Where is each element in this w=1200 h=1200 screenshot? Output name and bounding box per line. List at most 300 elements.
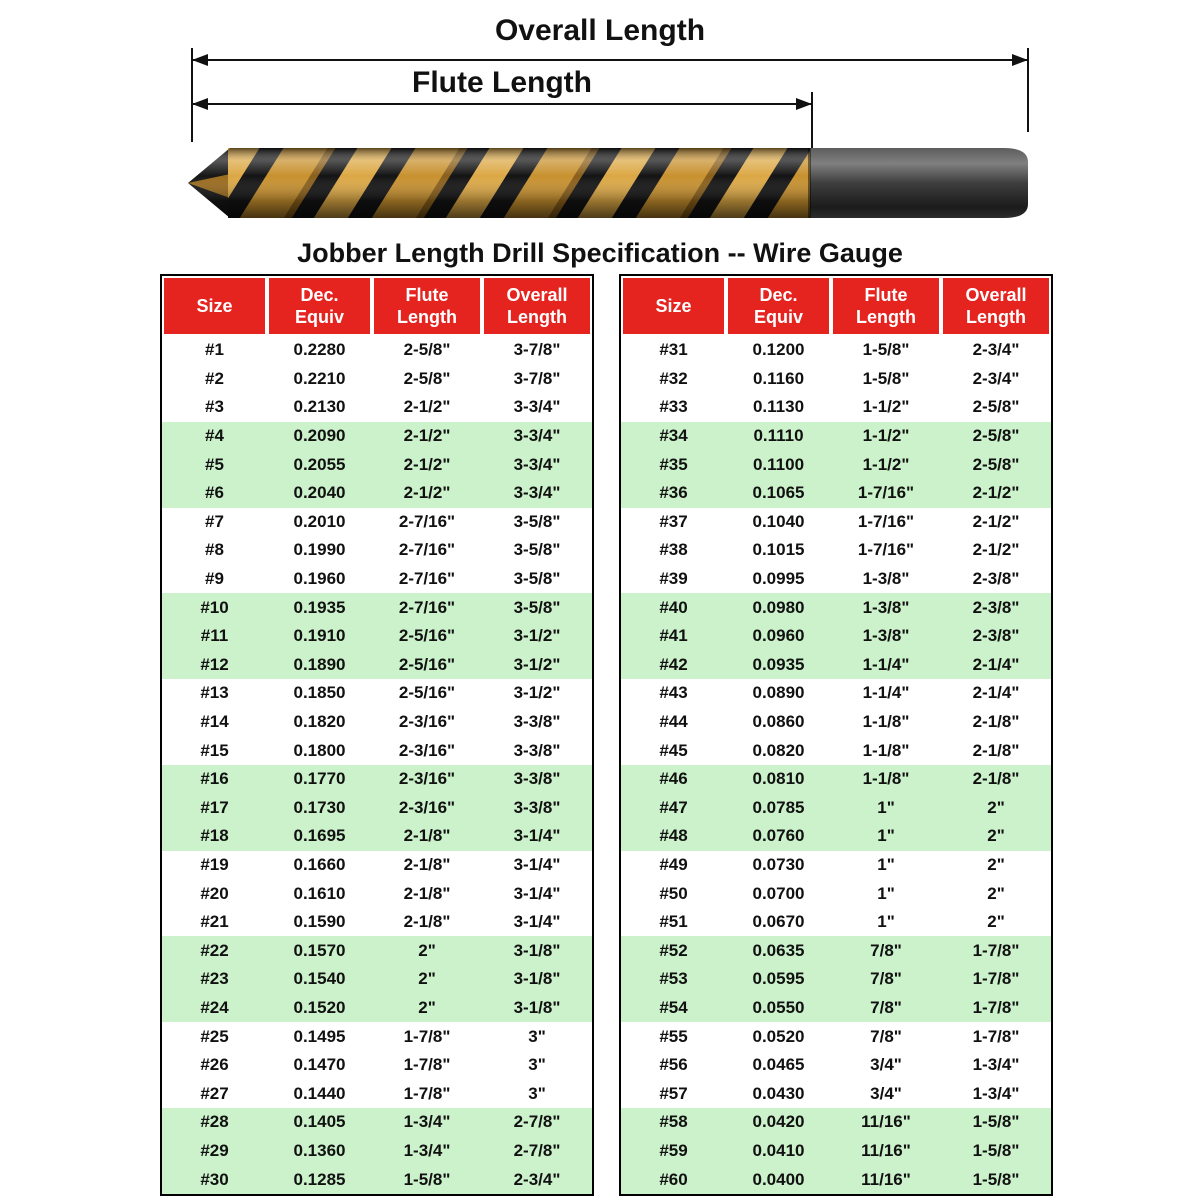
table-cell: 2-1/4" [941,651,1051,680]
table-row [621,736,1051,765]
table-cell: 3-1/4" [513,883,561,903]
table-cell: 1-7/16" [831,479,941,508]
drill-bit-image [158,128,1038,238]
table-cell: #3 [205,397,224,417]
table-cell: 1" [831,794,941,823]
table-cell: 0.0820 [752,740,805,760]
table-cell: #28 [162,1108,267,1137]
table-row [621,794,1051,823]
table-cell: #60 [621,1165,726,1194]
table-cell: 3-1/2" [482,622,592,651]
table-cell: #22 [162,936,267,965]
table-cell: #25 [200,1026,229,1046]
table-row [621,851,1051,880]
table-cell: #40 [621,593,726,622]
table-cell: #8 [205,540,224,560]
table-cell: 0.1110 [726,422,831,451]
table-row [162,765,592,794]
table-cell: #29 [162,1137,267,1166]
table-cell: 11/16" [831,1165,941,1194]
table-cell: #14 [200,712,229,732]
table-cell: #19 [200,854,229,874]
table-cell: 1-7/16" [857,540,915,560]
table-row [162,1137,592,1166]
table-cell: 0.1405 [267,1108,372,1137]
table-row [621,679,1051,708]
spec-table-right [619,274,1053,1196]
table-row [162,565,592,594]
table-cell: 0.1015 [752,540,805,560]
table-cell: 3-3/8" [513,740,561,760]
table-row [621,508,1051,537]
table-cell: 2-3/8" [972,569,1020,589]
table-row [162,622,592,651]
table-cell: 0.0410 [726,1137,831,1166]
table-cell: 2-1/8" [941,765,1051,794]
table-cell: 3-1/4" [482,822,592,851]
table-cell: #54 [621,994,726,1023]
table-cell: 0.2280 [293,340,346,360]
table-cell: 0.2010 [293,511,346,531]
flute-length-label: Flute Length [412,66,592,99]
table-cell: 2-1/8" [403,854,451,874]
table-cell: #10 [162,593,267,622]
table-cell: 2" [372,965,482,994]
table-cell: 1-7/8" [972,1026,1020,1046]
table-cell: 0.0430 [752,1083,805,1103]
table-cell: #5 [162,450,267,479]
table-cell: 3-1/4" [513,912,561,932]
table-cell: 3" [528,1026,546,1046]
table-row [621,593,1051,622]
table-row [621,1051,1051,1080]
table-cell: 0.0785 [726,794,831,823]
table-cell: 2-7/16" [398,540,456,560]
table-cell: #43 [659,683,688,703]
table-cell: #24 [162,994,267,1023]
header-row [162,276,592,336]
table-cell: 2" [987,883,1005,903]
table-cell: #15 [200,740,229,760]
table-cell: 3-3/8" [513,712,561,732]
table-cell: 0.1590 [293,912,346,932]
table-cell: 1-7/8" [403,1026,451,1046]
table-cell: 2" [987,912,1005,932]
table-row [162,851,592,880]
table-cell: 1-1/8" [862,740,910,760]
table-row [162,1051,592,1080]
table-cell: 0.0670 [752,912,805,932]
table-cell: 11/16" [831,1137,941,1166]
table-cell: 1-7/8" [941,994,1051,1023]
table-cell: 1-1/2" [862,397,910,417]
table-row [621,765,1051,794]
table-cell: #45 [659,740,688,760]
table-cell: #58 [621,1108,726,1137]
table-cell: #7 [205,511,224,531]
table-cell: 2" [941,822,1051,851]
table-cell: 1-7/8" [403,1083,451,1103]
table-cell: 1-3/8" [831,622,941,651]
table-cell: 2-5/8" [972,397,1020,417]
drill-shank [810,148,1028,218]
table-row [162,965,592,994]
table-cell: #41 [621,622,726,651]
table-cell: 0.1800 [293,740,346,760]
table-cell: 2-7/8" [482,1137,592,1166]
column-header-flute-length: Flute Length [372,276,482,336]
table-row [162,936,592,965]
table-cell: #9 [205,569,224,589]
table-cell: 0.0550 [726,994,831,1023]
column-header-size: Size [621,276,726,336]
table-cell: 1-5/8" [862,368,910,388]
table-row [162,508,592,537]
page-title: Jobber Length Drill Specification -- Wire Gauge [297,238,903,268]
table-cell: #2 [205,368,224,388]
table-cell: 2-1/8" [972,740,1020,760]
table-cell: 0.0420 [726,1108,831,1137]
table-cell: 3-3/4" [482,422,592,451]
table-cell: 3-5/8" [513,540,561,560]
table-cell: #53 [621,965,726,994]
table-row [162,1022,592,1051]
table-row [162,651,592,680]
table-cell: 2-5/16" [372,622,482,651]
table-row [162,336,592,365]
table-cell: 1-7/8" [403,1055,451,1075]
table-cell: 1-5/8" [941,1108,1051,1137]
table-cell: 1-1/2" [831,422,941,451]
table-cell: 1-3/4" [372,1137,482,1166]
table-cell: 0.1440 [293,1083,346,1103]
table-cell: 0.1890 [267,651,372,680]
column-header-dec-equiv: Dec. Equiv [726,276,831,336]
table-row [162,994,592,1023]
table-cell: #48 [621,822,726,851]
table-cell: 0.0700 [752,883,805,903]
table-cell: #32 [659,368,688,388]
table-cell: 3-1/2" [513,683,561,703]
table-cell: #44 [659,712,688,732]
table-row [621,365,1051,394]
table-cell: 2-3/8" [941,593,1051,622]
table-cell: 3" [528,1055,546,1075]
table-row [162,593,592,622]
table-cell: 3-1/8" [482,994,592,1023]
table-cell: 2-1/2" [941,479,1051,508]
table-cell: 2-5/8" [941,450,1051,479]
table-cell: #1 [205,340,224,360]
table-cell: 1-5/8" [941,1137,1051,1166]
table-row [162,1108,592,1137]
table-cell: 1-3/4" [972,1083,1020,1103]
table-cell: 0.0465 [752,1055,805,1075]
overall-length-label: Overall Length [494,14,706,47]
table-row [621,994,1051,1023]
table-row [621,1079,1051,1108]
table-cell: #49 [659,854,688,874]
table-cell: 1" [877,883,895,903]
table-cell: 1-3/4" [972,1055,1020,1075]
table-cell: 1-5/8" [372,1165,482,1194]
table-cell: 0.1960 [293,569,346,589]
table-cell: 2-3/16" [372,794,482,823]
table-row [621,908,1051,937]
table-cell: 1-1/8" [831,765,941,794]
table-cell: 3-5/8" [513,569,561,589]
table-cell: 2-1/8" [403,912,451,932]
table-cell: #6 [162,479,267,508]
table-cell: 0.2040 [267,479,372,508]
table-cell: 1-1/2" [831,450,941,479]
table-cell: #55 [659,1026,688,1046]
table-cell: #35 [621,450,726,479]
table-cell: 3-5/8" [482,593,592,622]
table-cell: 3-3/4" [513,397,561,417]
table-row [621,708,1051,737]
table-cell: #18 [162,822,267,851]
table-cell: 0.0730 [752,854,805,874]
column-header-overall-length: Overall Length [482,276,592,336]
table-cell: 2-1/2" [403,397,451,417]
table-row [621,822,1051,851]
spec-tables [160,274,1045,1196]
table-cell: #57 [659,1083,688,1103]
table-cell: 0.0635 [726,936,831,965]
table-cell: 3-3/4" [482,450,592,479]
table-cell: 0.1100 [726,450,831,479]
table-cell: 2-3/4" [972,340,1020,360]
table-cell: #20 [200,883,229,903]
table-row [621,622,1051,651]
table-cell: 2-3/4" [482,1165,592,1194]
table-cell: 1" [877,854,895,874]
table-row [162,794,592,823]
table-cell: 2-5/8" [403,340,451,360]
table-cell: 0.0890 [752,683,805,703]
table-cell: 0.1610 [293,883,346,903]
table-cell: 3-3/8" [482,765,592,794]
column-header-flute-length: Flute Length [831,276,941,336]
table-cell: 1" [831,822,941,851]
table-cell: #17 [162,794,267,823]
table-cell: 0.1990 [293,540,346,560]
table-row [621,479,1051,508]
table-cell: 2-1/8" [403,883,451,903]
table-cell: 0.1935 [267,593,372,622]
table-cell: 0.1820 [293,712,346,732]
table-cell: 0.1065 [726,479,831,508]
table-cell: 1-3/8" [831,593,941,622]
table-row [162,393,592,422]
table-row [162,450,592,479]
table-cell: 0.2130 [293,397,346,417]
table-cell: 2-1/2" [972,540,1020,560]
table-cell: 2-1/8" [372,822,482,851]
table-cell: 2-1/2" [372,422,482,451]
table-row [162,679,592,708]
table-row [621,536,1051,565]
table-cell: #27 [200,1083,229,1103]
table-cell: 2-1/2" [372,479,482,508]
column-header-overall-length: Overall Length [941,276,1051,336]
table-cell: 0.0980 [726,593,831,622]
table-row [621,1165,1051,1194]
table-row [621,422,1051,451]
table-cell: #59 [621,1137,726,1166]
table-cell: 3-7/8" [513,368,561,388]
table-cell: 2" [941,794,1051,823]
table-cell: 0.0760 [726,822,831,851]
table-cell: #50 [659,883,688,903]
table-row [621,965,1051,994]
table-cell: 7/8" [831,965,941,994]
table-cell: 0.1695 [267,822,372,851]
table-cell: #21 [200,912,229,932]
table-cell: 2-7/8" [482,1108,592,1137]
table-cell: #37 [659,511,688,531]
table-cell: 2-7/16" [398,511,456,531]
table-cell: #31 [659,340,688,360]
table-cell: #30 [162,1165,267,1194]
table-cell: 0.1910 [267,622,372,651]
table-cell: 1-3/8" [862,569,910,589]
table-cell: 2-5/16" [398,683,456,703]
column-header-size: Size [162,276,267,336]
table-row [621,879,1051,908]
table-cell: 2-3/8" [941,622,1051,651]
table-row [621,936,1051,965]
table-cell: 2-5/8" [941,422,1051,451]
table-cell: 0.1660 [293,854,346,874]
table-cell: #12 [162,651,267,680]
table-row [621,651,1051,680]
table-cell: 7/8" [831,994,941,1023]
table-cell: 11/16" [831,1108,941,1137]
table-cell: 2-7/16" [398,569,456,589]
table-row [162,908,592,937]
table-cell: 2-1/2" [972,511,1020,531]
table-row [162,1079,592,1108]
table-cell: 2" [372,936,482,965]
table-cell: 1-5/8" [941,1165,1051,1194]
table-cell: 0.2210 [293,368,346,388]
table-cell: 2-3/16" [372,765,482,794]
table-cell: #42 [621,651,726,680]
table-cell: #51 [659,912,688,932]
column-header-dec-equiv: Dec. Equiv [267,276,372,336]
table-cell: 2-1/2" [372,450,482,479]
table-cell: 1-5/8" [862,340,910,360]
table-cell: 3-1/2" [482,651,592,680]
table-cell: #39 [659,569,688,589]
table-cell: 0.2090 [267,422,372,451]
table-cell: 7/8" [870,1026,902,1046]
table-cell: #16 [162,765,267,794]
table-cell: #56 [659,1055,688,1075]
table-cell: 0.0860 [752,712,805,732]
table-cell: #36 [621,479,726,508]
table-cell: 0.0995 [752,569,805,589]
table-row [162,879,592,908]
table-cell: 3-1/8" [482,965,592,994]
table-row [162,536,592,565]
table-cell: 2-3/4" [972,368,1020,388]
table-row [162,1165,592,1194]
table-cell: 0.0595 [726,965,831,994]
table-cell: #4 [162,422,267,451]
table-cell: 1" [877,912,895,932]
table-cell: 2-7/16" [372,593,482,622]
table-row [162,822,592,851]
table-row [162,479,592,508]
table-cell: 1-1/8" [862,712,910,732]
table-cell: #46 [621,765,726,794]
table-cell: 2" [987,854,1005,874]
table-row [621,1137,1051,1166]
table-cell: 3-3/8" [482,794,592,823]
spec-table-left [160,274,594,1196]
table-row [621,393,1051,422]
table-cell: 0.1040 [752,511,805,531]
table-cell: 0.1770 [267,765,372,794]
table-cell: 0.0935 [726,651,831,680]
table-cell: 2-1/4" [972,683,1020,703]
table-cell: 3-5/8" [513,511,561,531]
table-cell: 0.1520 [267,994,372,1023]
table-cell: #11 [162,622,267,651]
table-cell: 2-1/8" [972,712,1020,732]
table-row [621,450,1051,479]
table-cell: 0.1495 [293,1026,346,1046]
table-cell: 0.1850 [293,683,346,703]
table-cell: 3-1/4" [513,854,561,874]
table-cell: #13 [200,683,229,703]
table-cell: 0.1470 [293,1055,346,1075]
table-cell: 0.1540 [267,965,372,994]
table-cell: 3-3/4" [482,479,592,508]
table-cell: 2" [372,994,482,1023]
table-cell: 2-5/16" [372,651,482,680]
table-cell: 0.0810 [726,765,831,794]
table-row [162,736,592,765]
table-cell: 7/8" [831,936,941,965]
table-cell: #34 [621,422,726,451]
table-cell: 0.0400 [726,1165,831,1194]
table-cell: 3/4" [870,1083,902,1103]
table-row [621,336,1051,365]
table-cell: 1-1/4" [831,651,941,680]
table-cell: 0.1360 [267,1137,372,1166]
table-row [621,1108,1051,1137]
table-cell: 0.1130 [752,397,805,417]
table-cell: 1-7/8" [941,965,1051,994]
table-cell: 3-7/8" [513,340,561,360]
table-cell: #52 [621,936,726,965]
table-cell: 1-3/4" [372,1108,482,1137]
table-cell: 0.1285 [267,1165,372,1194]
table-row [162,422,592,451]
table-cell: 0.1200 [752,340,805,360]
table-cell: 3/4" [870,1055,902,1075]
table-cell: 0.2055 [267,450,372,479]
table-cell: 2-5/8" [403,368,451,388]
table-cell: 0.0520 [752,1026,805,1046]
table-cell: 3" [528,1083,546,1103]
table-cell: 0.1570 [267,936,372,965]
table-row [621,1022,1051,1051]
